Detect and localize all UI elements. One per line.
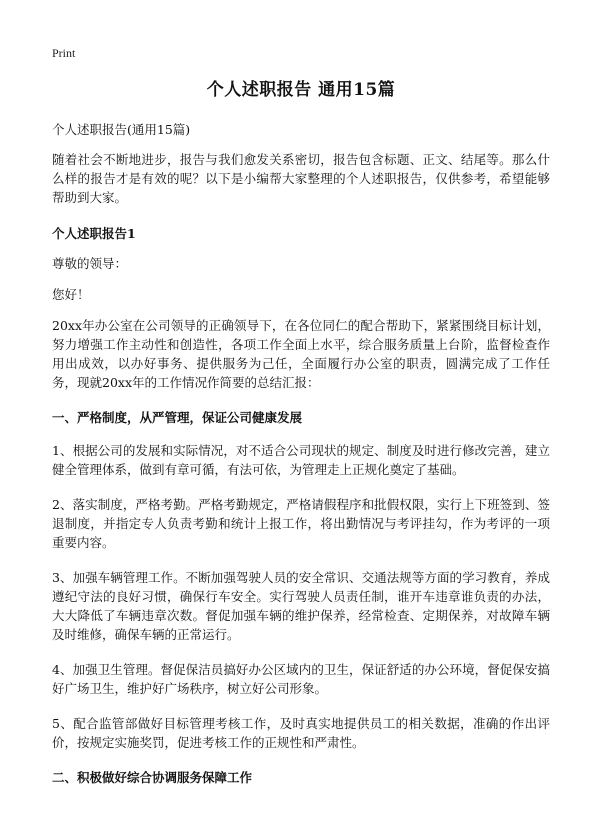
list-item-2: 2、落实制度，严格考勤。严格考勤规定，严格请假程序和批假权限，实行上下班签到、签退制度，并指定专人负责考勤和统计上报工作，将出勤情况与考评挂勾，作为考评的一项重要内容。 — [52, 497, 550, 550]
section-heading-report-1: 个人述职报告1 — [52, 226, 136, 241]
opening-paragraph: 20xx年办公室在公司领导的正确领导下，在各位同仁的配合帮助下，紧紧围绕目标计划，努力增强工作主动性和创造性，各项工作全面上水平，综合服务质量上台阶，监督检查作用出成效，以办好事务、提供服务为己任，全面履行办公室的职责，圆满完成了工作任务，现就20xx年的工作情况作简要的总结汇报： — [52, 318, 550, 390]
salutation: 尊敬的领导： — [52, 256, 128, 271]
heading-coordination-service: 二、积极做好综合协调服务保障工作 — [52, 770, 253, 785]
list-item-5: 5、配合监管部做好目标管理考核工作，及时真实地提供员工的相关数据，准确的作出评价，按规定实施奖罚，促进考核工作的正规性和严肃性。 — [52, 716, 550, 750]
intro-paragraph: 随着社会不断地进步，报告与我们愈发关系密切，报告包含标题、正文、结尾等。那么什么样的报告才是有效的呢？以下是小编帮大家整理的个人述职报告，仅供参考，希望能够帮助到大家。 — [52, 152, 550, 205]
greeting: 您好！ — [52, 287, 90, 302]
list-item-1: 1、根据公司的发展和实际情况，对不适合公司现状的规定、制度及时进行修改完善，建立健全管理体系，做到有章可循，有法可依，为管理走上正规化奠定了基础。 — [52, 443, 550, 477]
heading-strict-management: 一、严格制度，从严管理，保证公司健康发展 — [52, 410, 303, 425]
document-page — [52, 78, 550, 798]
print-link[interactable]: Print — [52, 46, 76, 60]
document-title: 个人述职报告 通用15篇 — [206, 80, 396, 100]
list-item-4: 4、加强卫生管理。督促保洁员搞好办公区域内的卫生，保证舒适的办公环境，督促保安搞好广场卫生，维护好广场秩序，树立好公司形象。 — [52, 662, 550, 696]
list-item-3: 3、加强车辆管理工作。不断加强驾驶人员的安全常识、交通法规等方面的学习教育，养成遵纪守法的良好习惯，确保行车安全。实行驾驶人员责任制，谁开车违章谁负责的办法，大大降低了车辆违章次数。督促加强车辆的维护保养，经常检查、定期保养，对故障车辆及时维修，确保车辆的正常运行。 — [52, 570, 550, 642]
document-subtitle: 个人述职报告(通用15篇) — [52, 122, 191, 137]
